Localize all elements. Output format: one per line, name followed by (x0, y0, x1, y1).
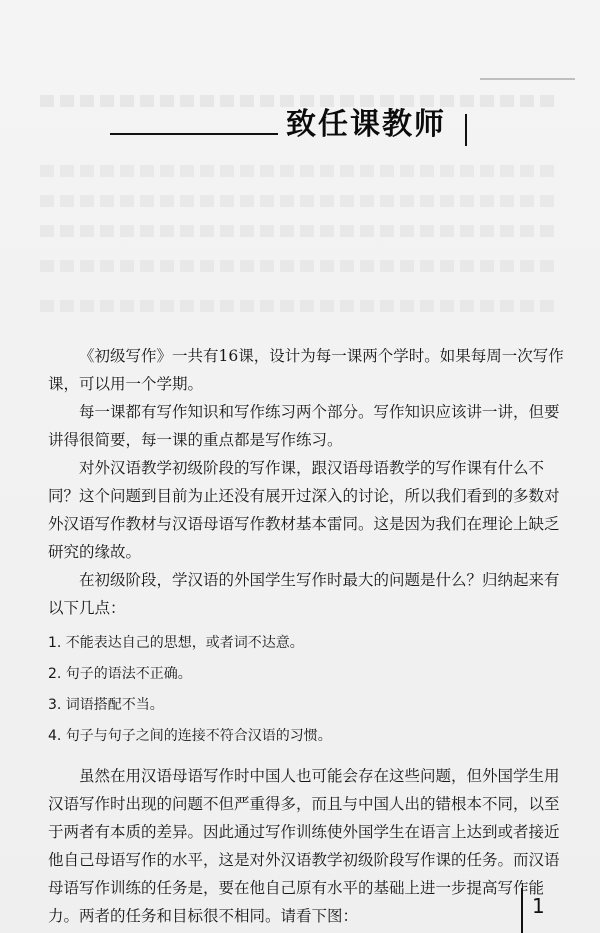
body-text (48, 342, 566, 930)
title-rule-tick (465, 114, 467, 146)
list-item: 1. 不能表达自己的思想，或者词不达意。 (48, 635, 304, 651)
paragraph-2: 每一课都有写作知识和写作练习两个部分。写作知识应该讲一讲，但要讲得很简要，每一课的重点都是写作练习。 (48, 403, 560, 449)
page-title: 致任课教师 (286, 107, 446, 142)
list-item: 3. 词语搭配不当。 (48, 697, 164, 713)
paragraph-5: 虽然在用汉语母语写作时中国人也可能会存在这些问题，但外国学生用汉语写作时出现的问题不但严重得多，而且与中国人出的错根本不同，以至于两者有本质的差异。因此通过写作训练使外国学生在语言上达到或者接近他自己母语写作的水平，这是对外汉语教学初级阶段写作课的任务。而汉语母语写作训练的任务是，要在他自己原有水平的基础上进一步提高写作能力。两者的任务和目标很不相同。请看下图： (48, 767, 560, 925)
list-item: 2. 句子的语法不正确。 (48, 666, 192, 682)
paragraph-1: 《初级写作》一共有16课，设计为每一课两个学时。如果每周一次写作课，可以用一个学期。 (48, 347, 564, 393)
paragraph-3: 对外汉语教学初级阶段的写作课，跟汉语母语教学的写作课有什么不同？这个问题到目前为止还没有展开过深入的讨论，所以我们看到的多数对外汉语写作教材与汉语母语写作教材基本雷同。这是因为我们在理论上缺乏研究的缘故。 (48, 459, 560, 561)
list-item: 4. 句子与句子之间的连接不符合汉语的习惯。 (48, 728, 332, 744)
top-edge-mark (480, 78, 575, 80)
title-rule-left (110, 133, 278, 135)
problem-list (48, 628, 566, 752)
paragraph-4: 在初级阶段，学汉语的外国学生写作时最大的问题是什么？归纳起来有以下几点： (48, 571, 560, 617)
page-number: 1 (532, 894, 545, 918)
